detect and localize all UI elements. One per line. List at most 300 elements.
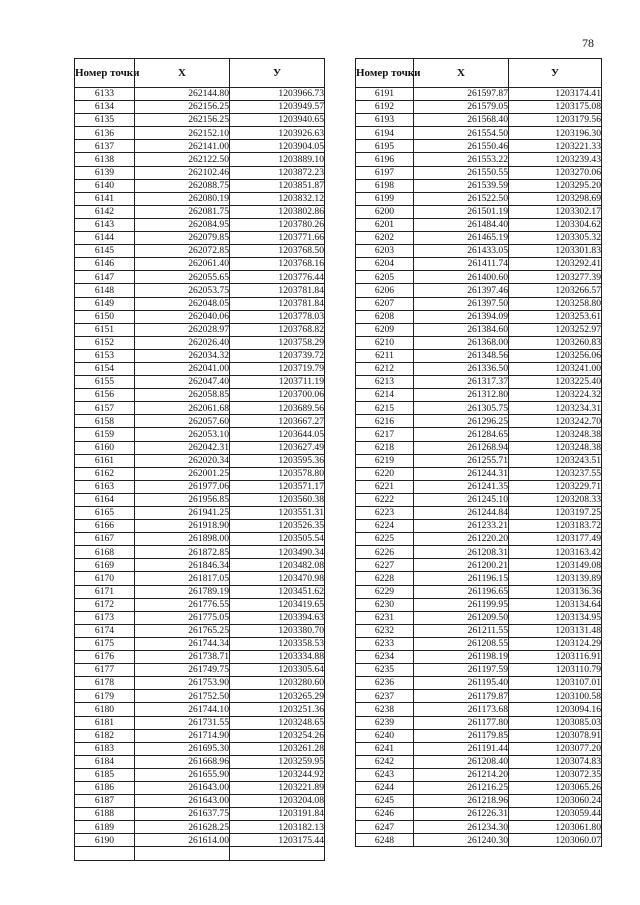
x-coordinate-cell: 261397.46 [414,284,509,297]
point-number-cell: 6148 [75,284,135,297]
x-coordinate-cell: 261200.21 [414,559,509,572]
x-coordinate-cell: 261614.00 [135,834,230,847]
x-coordinate-cell: 261196.15 [414,572,509,585]
table-row [75,546,325,559]
table-row [75,821,325,834]
table-row [75,179,325,192]
y-coordinate-cell: 1203505.54 [230,533,325,546]
x-coordinate-cell: 261655.90 [135,768,230,781]
y-coordinate-cell: 1203571.17 [230,480,325,493]
x-coordinate-cell: 261465.19 [414,232,509,245]
x-coordinate-cell: 261179.85 [414,729,509,742]
table-row [356,808,602,821]
x-coordinate-cell: 261312.80 [414,389,509,402]
table-row [75,127,325,140]
table-row [75,153,325,166]
x-coordinate-cell: 261348.56 [414,349,509,362]
x-coordinate-cell: 262102.46 [135,166,230,179]
table-row [356,467,602,480]
y-coordinate-cell: 1203242.70 [509,415,602,428]
table-row [75,101,325,114]
table-row [75,716,325,729]
table-row [356,166,602,179]
table-row [356,651,602,664]
point-number-cell: 6163 [75,480,135,493]
table-row [75,624,325,637]
table-row [356,192,602,205]
x-coordinate-cell: 262047.40 [135,376,230,389]
y-coordinate-cell: 1203139.89 [509,572,602,585]
x-coordinate-cell: 262058.85 [135,389,230,402]
point-number-cell: 6142 [75,205,135,218]
x-coordinate-cell: 261240.30 [414,834,509,847]
y-coordinate-cell: 1203451.62 [230,585,325,598]
point-number-cell: 6152 [75,336,135,349]
x-coordinate-cell: 261775.05 [135,611,230,624]
point-number-cell: 6149 [75,297,135,310]
point-number-cell: 6196 [356,153,414,166]
y-coordinate-cell: 1203244.92 [230,768,325,781]
point-number-cell: 6241 [356,742,414,755]
x-coordinate-cell: 262028.97 [135,323,230,336]
y-coordinate-cell: 1203221.89 [230,781,325,794]
table-row [75,441,325,454]
table-row [75,467,325,480]
table-row [75,729,325,742]
table-row [75,336,325,349]
blank-cell [135,847,230,860]
point-number-cell: 6210 [356,336,414,349]
point-number-cell: 6199 [356,192,414,205]
y-coordinate-cell: 1203551.31 [230,507,325,520]
y-coordinate-cell: 1203298.69 [509,192,602,205]
y-coordinate-cell: 1203851.87 [230,179,325,192]
x-coordinate-cell: 261241.35 [414,480,509,493]
y-coordinate-cell: 1203110.79 [509,664,602,677]
y-coordinate-cell: 1203059.44 [509,808,602,821]
table-row [75,664,325,677]
table-row [356,284,602,297]
y-coordinate-cell: 1203302.17 [509,205,602,218]
y-coordinate-cell: 1203221.33 [509,140,602,153]
y-coordinate-cell: 1203776.44 [230,271,325,284]
y-coordinate-cell: 1203077.20 [509,742,602,755]
point-number-cell: 6234 [356,651,414,664]
y-coordinate-cell: 1203191.84 [230,808,325,821]
table-row [75,232,325,245]
point-number-cell: 6134 [75,101,135,114]
table-row [356,480,602,493]
x-coordinate-cell: 262057.60 [135,415,230,428]
table-header-row [356,59,602,88]
x-coordinate-cell: 261208.31 [414,546,509,559]
x-coordinate-cell: 261898.00 [135,533,230,546]
point-number-cell: 6170 [75,572,135,585]
x-coordinate-cell: 261597.87 [414,88,509,101]
table-row [356,637,602,650]
table-row [75,795,325,808]
y-coordinate-cell: 1203358.53 [230,637,325,650]
x-coordinate-cell: 261817.05 [135,572,230,585]
table-header-row [75,59,325,88]
y-coordinate-cell: 1203280.60 [230,677,325,690]
table-row [356,310,602,323]
x-coordinate-cell: 262001.25 [135,467,230,480]
y-coordinate-cell: 1203072.35 [509,768,602,781]
y-coordinate-cell: 1203470.98 [230,572,325,585]
y-coordinate-cell: 1203265.29 [230,690,325,703]
y-coordinate-cell: 1203175.08 [509,101,602,114]
x-coordinate-cell: 261177.80 [414,716,509,729]
table-row [356,232,602,245]
point-number-cell: 6171 [75,585,135,598]
x-coordinate-cell: 261198.19 [414,651,509,664]
header-x: X [414,59,509,88]
table-row [75,323,325,336]
table-row [356,664,602,677]
x-coordinate-cell: 261179.87 [414,690,509,703]
table-row [356,428,602,441]
y-coordinate-cell: 1203295.20 [509,179,602,192]
y-coordinate-cell: 1203259.95 [230,755,325,768]
point-number-cell: 6182 [75,729,135,742]
point-number-cell: 6214 [356,389,414,402]
y-coordinate-cell: 1203780.26 [230,218,325,231]
point-number-cell: 6187 [75,795,135,808]
y-coordinate-cell: 1203224.32 [509,389,602,402]
table-row [356,742,602,755]
point-number-cell: 6194 [356,127,414,140]
y-coordinate-cell: 1203243.51 [509,454,602,467]
point-number-cell: 6204 [356,258,414,271]
x-coordinate-cell: 261522.50 [414,192,509,205]
table-row [75,428,325,441]
table-row [356,127,602,140]
x-coordinate-cell: 261255.71 [414,454,509,467]
x-coordinate-cell: 261550.55 [414,166,509,179]
table-row [75,533,325,546]
table-row [356,140,602,153]
y-coordinate-cell: 1203248.65 [230,716,325,729]
point-number-cell: 6233 [356,637,414,650]
y-coordinate-cell: 1203832.12 [230,192,325,205]
x-coordinate-cell: 261245.10 [414,493,509,506]
y-coordinate-cell: 1203889.10 [230,153,325,166]
x-coordinate-cell: 261209.50 [414,611,509,624]
y-coordinate-cell: 1203094.16 [509,703,602,716]
y-coordinate-cell: 1203225.40 [509,376,602,389]
y-coordinate-cell: 1203065.26 [509,781,602,794]
table-row [75,677,325,690]
point-number-cell: 6232 [356,624,414,637]
x-coordinate-cell: 261744.10 [135,703,230,716]
point-number-cell: 6165 [75,507,135,520]
point-number-cell: 6185 [75,768,135,781]
table-row [356,205,602,218]
table-row [356,362,602,375]
y-coordinate-cell: 1203061.80 [509,821,602,834]
x-coordinate-cell: 262042.31 [135,441,230,454]
x-coordinate-cell: 261411.74 [414,258,509,271]
y-coordinate-cell: 1203134.64 [509,598,602,611]
x-coordinate-cell: 262084.95 [135,218,230,231]
x-coordinate-cell: 261637.75 [135,808,230,821]
y-coordinate-cell: 1203719.79 [230,362,325,375]
table-row [356,454,602,467]
table-row [356,768,602,781]
table-row [356,507,602,520]
table-row [356,323,602,336]
point-number-cell: 6206 [356,284,414,297]
point-number-cell: 6137 [75,140,135,153]
x-coordinate-cell: 262141.00 [135,140,230,153]
point-number-cell: 6217 [356,428,414,441]
y-coordinate-cell: 1203085.03 [509,716,602,729]
table-row [75,781,325,794]
point-number-cell: 6239 [356,716,414,729]
table-row [356,546,602,559]
x-coordinate-cell: 261501.19 [414,205,509,218]
header-y: У [230,59,325,88]
y-coordinate-cell: 1203183.72 [509,520,602,533]
table-row [75,755,325,768]
point-number-cell: 6197 [356,166,414,179]
point-number-cell: 6145 [75,245,135,258]
point-number-cell: 6247 [356,821,414,834]
y-coordinate-cell: 1203131.48 [509,624,602,637]
point-number-cell: 6248 [356,834,414,847]
x-coordinate-cell: 261731.55 [135,716,230,729]
point-number-cell: 6159 [75,428,135,441]
point-number-cell: 6221 [356,480,414,493]
table-row [75,480,325,493]
point-number-cell: 6226 [356,546,414,559]
y-coordinate-cell: 1203578.80 [230,467,325,480]
table-row [75,611,325,624]
table-row [356,88,602,101]
point-number-cell: 6136 [75,127,135,140]
blank-cell [75,847,135,860]
y-coordinate-cell: 1203124.29 [509,637,602,650]
table-row [75,245,325,258]
x-coordinate-cell: 261336.50 [414,362,509,375]
y-coordinate-cell: 1203078.91 [509,729,602,742]
point-number-cell: 6216 [356,415,414,428]
x-coordinate-cell: 261846.34 [135,559,230,572]
table-row [356,677,602,690]
point-number-cell: 6147 [75,271,135,284]
table-row [356,441,602,454]
point-number-cell: 6175 [75,637,135,650]
point-number-cell: 6156 [75,389,135,402]
x-coordinate-cell: 261397.50 [414,297,509,310]
point-number-cell: 6135 [75,114,135,127]
point-number-cell: 6200 [356,205,414,218]
y-coordinate-cell: 1203700.06 [230,389,325,402]
point-number-cell: 6166 [75,520,135,533]
table-row [356,598,602,611]
y-coordinate-cell: 1203175.44 [230,834,325,847]
x-coordinate-cell: 261714.90 [135,729,230,742]
coordinates-table-left [74,58,325,861]
point-number-cell: 6229 [356,585,414,598]
point-number-cell: 6177 [75,664,135,677]
y-coordinate-cell: 1203644.05 [230,428,325,441]
point-number-cell: 6191 [356,88,414,101]
y-coordinate-cell: 1203060.07 [509,834,602,847]
x-coordinate-cell: 261191.44 [414,742,509,755]
x-coordinate-cell: 261749.75 [135,664,230,677]
table-row [356,114,602,127]
y-coordinate-cell: 1203394.63 [230,611,325,624]
x-coordinate-cell: 262152.10 [135,127,230,140]
table-row [75,166,325,179]
table-row [356,585,602,598]
point-number-cell: 6211 [356,349,414,362]
point-number-cell: 6243 [356,768,414,781]
x-coordinate-cell: 262088.75 [135,179,230,192]
x-coordinate-cell: 261977.06 [135,480,230,493]
table-row [356,179,602,192]
y-coordinate-cell: 1203334.88 [230,651,325,664]
coordinates-table-right [355,58,602,847]
y-coordinate-cell: 1203711.19 [230,376,325,389]
x-coordinate-cell: 261643.00 [135,795,230,808]
x-coordinate-cell: 261244.84 [414,507,509,520]
y-coordinate-cell: 1203266.57 [509,284,602,297]
x-coordinate-cell: 261753.90 [135,677,230,690]
table-row [75,218,325,231]
x-coordinate-cell: 261214.20 [414,768,509,781]
point-number-cell: 6235 [356,664,414,677]
x-coordinate-cell: 261208.55 [414,637,509,650]
x-coordinate-cell: 261668.96 [135,755,230,768]
point-number-cell: 6172 [75,598,135,611]
y-coordinate-cell: 1203253.61 [509,310,602,323]
x-coordinate-cell: 261738.71 [135,651,230,664]
x-coordinate-cell: 261695.30 [135,742,230,755]
x-coordinate-cell: 261244.31 [414,467,509,480]
x-coordinate-cell: 261643.00 [135,781,230,794]
point-number-cell: 6246 [356,808,414,821]
table-row [356,389,602,402]
point-number-cell: 6186 [75,781,135,794]
table-row [75,362,325,375]
point-number-cell: 6162 [75,467,135,480]
y-coordinate-cell: 1203277.39 [509,271,602,284]
x-coordinate-cell: 261208.40 [414,755,509,768]
x-coordinate-cell: 262072.85 [135,245,230,258]
y-coordinate-cell: 1203490.34 [230,546,325,559]
y-coordinate-cell: 1203758.29 [230,336,325,349]
y-coordinate-cell: 1203136.36 [509,585,602,598]
table-row [75,140,325,153]
y-coordinate-cell: 1203595.36 [230,454,325,467]
x-coordinate-cell: 261384.60 [414,323,509,336]
y-coordinate-cell: 1203252.97 [509,323,602,336]
x-coordinate-cell: 261211.55 [414,624,509,637]
header-x: X [135,59,230,88]
table-row [75,258,325,271]
y-coordinate-cell: 1203196.30 [509,127,602,140]
point-number-cell: 6213 [356,376,414,389]
point-number-cell: 6231 [356,611,414,624]
table-row [75,598,325,611]
y-coordinate-cell: 1203689.56 [230,402,325,415]
x-coordinate-cell: 262020.34 [135,454,230,467]
y-coordinate-cell: 1203768.82 [230,323,325,336]
y-coordinate-cell: 1203560.38 [230,493,325,506]
table-row [75,192,325,205]
point-number-cell: 6236 [356,677,414,690]
point-number-cell: 6178 [75,677,135,690]
y-coordinate-cell: 1203305.64 [230,664,325,677]
x-coordinate-cell: 261305.75 [414,402,509,415]
x-coordinate-cell: 261296.25 [414,415,509,428]
table-row [356,624,602,637]
x-coordinate-cell: 262041.00 [135,362,230,375]
point-number-cell: 6201 [356,218,414,231]
x-coordinate-cell: 261765.25 [135,624,230,637]
y-coordinate-cell: 1203239.43 [509,153,602,166]
y-coordinate-cell: 1203771.66 [230,232,325,245]
table-row [356,755,602,768]
point-number-cell: 6195 [356,140,414,153]
point-number-cell: 6245 [356,795,414,808]
point-number-cell: 6139 [75,166,135,179]
point-number-cell: 6168 [75,546,135,559]
table-row [356,218,602,231]
point-number-cell: 6173 [75,611,135,624]
x-coordinate-cell: 262081.75 [135,205,230,218]
point-number-cell: 6181 [75,716,135,729]
x-coordinate-cell: 261568.40 [414,114,509,127]
table-row [75,637,325,650]
point-number-cell: 6228 [356,572,414,585]
y-coordinate-cell: 1203627.49 [230,441,325,454]
point-number-cell: 6189 [75,821,135,834]
y-coordinate-cell: 1203949.57 [230,101,325,114]
point-number-cell: 6146 [75,258,135,271]
table-row [356,297,602,310]
x-coordinate-cell: 262053.10 [135,428,230,441]
page-number: 78 [582,36,594,50]
y-coordinate-cell: 1203781.84 [230,297,325,310]
x-coordinate-cell: 261918.90 [135,520,230,533]
table-row [75,493,325,506]
y-coordinate-cell: 1203872.23 [230,166,325,179]
point-number-cell: 6208 [356,310,414,323]
x-coordinate-cell: 261579.05 [414,101,509,114]
point-number-cell: 6224 [356,520,414,533]
table-row [75,742,325,755]
y-coordinate-cell: 1203380.70 [230,624,325,637]
table-row [356,834,602,847]
table-row [75,572,325,585]
point-number-cell: 6169 [75,559,135,572]
table-row [75,690,325,703]
point-number-cell: 6218 [356,441,414,454]
point-number-cell: 6150 [75,310,135,323]
point-number-cell: 6219 [356,454,414,467]
y-coordinate-cell: 1203177.49 [509,533,602,546]
y-coordinate-cell: 1203074.83 [509,755,602,768]
table-row [75,349,325,362]
table-row [75,454,325,467]
y-coordinate-cell: 1203270.06 [509,166,602,179]
point-number-cell: 6167 [75,533,135,546]
table-row [75,205,325,218]
